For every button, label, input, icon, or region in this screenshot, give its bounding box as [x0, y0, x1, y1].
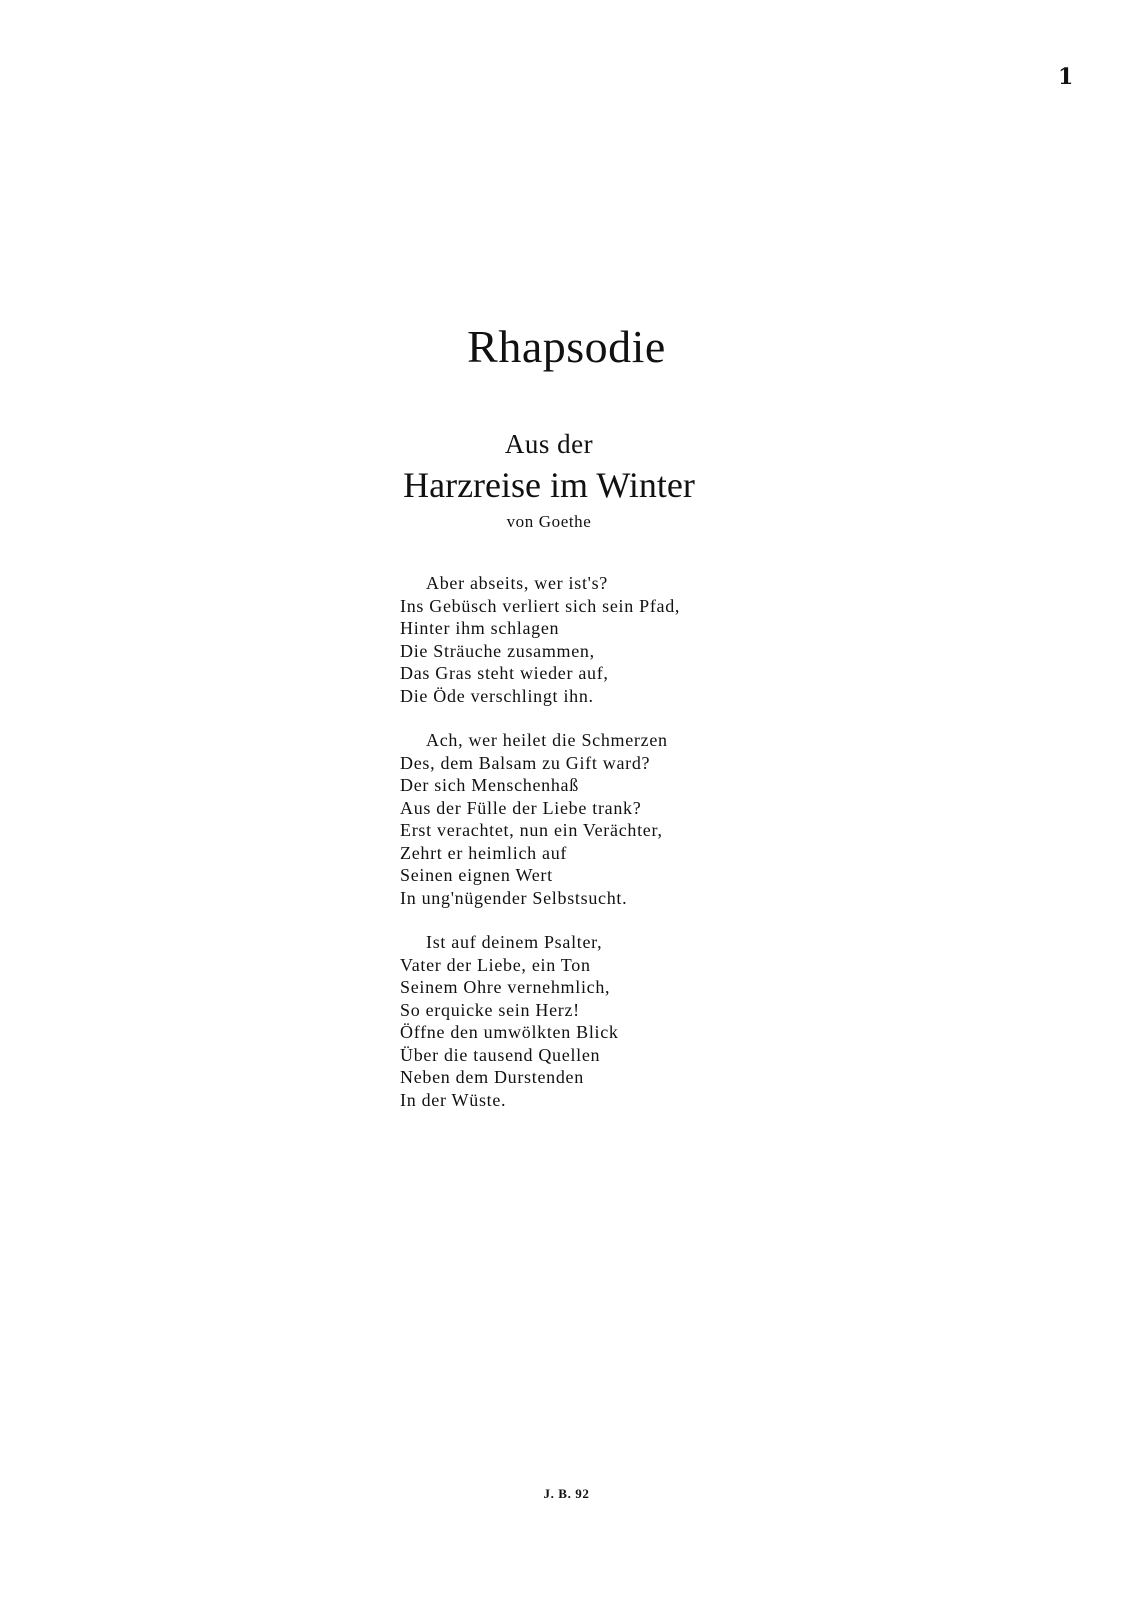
poem-line: Aber abseits, wer ist's? [426, 573, 608, 593]
poem-line: Ins Gebüsch verliert sich sein Pfad, [400, 595, 681, 616]
plate-number: J. B. 92 [543, 1486, 590, 1501]
poem-line: Ach, wer heilet die Schmerzen [426, 730, 668, 750]
poem-line: Zehrt er heimlich auf [400, 842, 568, 863]
subtitle-aus-der: Aus der [504, 429, 594, 459]
author-credit: von Goethe [506, 512, 592, 531]
poem-line: Über die tausend Quellen [400, 1044, 601, 1065]
stanza-1 [400, 572, 820, 707]
poem [400, 572, 820, 1133]
subtitle-harzreise: Harzreise im Winter [403, 465, 695, 505]
stanza-2 [400, 729, 820, 909]
poem-line: Die Öde verschlingt ihn. [400, 685, 594, 706]
poem-line: Erst verachtet, nun ein Verächter, [400, 820, 663, 840]
poem-line: Des, dem Balsam zu Gift ward? [400, 752, 651, 773]
poem-line: Ist auf deinem Psalter, [426, 932, 603, 952]
poem-line: In der Wüste. [400, 1089, 507, 1110]
poem-line: Öffne den umwölkten Blick [400, 1022, 619, 1042]
poem-line: Neben dem Durstenden [400, 1067, 584, 1087]
page-number: 1 [1058, 64, 1074, 90]
stanza-3 [400, 931, 820, 1111]
poem-line: Vater der Liebe, ein Ton [400, 954, 591, 975]
poem-line: Hinter ihm schlagen [400, 618, 560, 638]
poem-line: Seinen eignen Wert [400, 865, 553, 885]
poem-line: Der sich Menschenhaß [400, 775, 579, 795]
poem-line: Seinem Ohre vernehmlich, [400, 977, 611, 997]
page-title: Rhapsodie [467, 321, 666, 372]
poem-line: Die Sträuche zusammen, [400, 640, 595, 661]
poem-line: So erquicke sein Herz! [400, 999, 580, 1020]
poem-line: Das Gras steht wieder auf, [400, 663, 609, 683]
poem-line: In ung'nügender Selbstsucht. [400, 887, 628, 908]
poem-line: Aus der Fülle der Liebe trank? [400, 797, 642, 818]
